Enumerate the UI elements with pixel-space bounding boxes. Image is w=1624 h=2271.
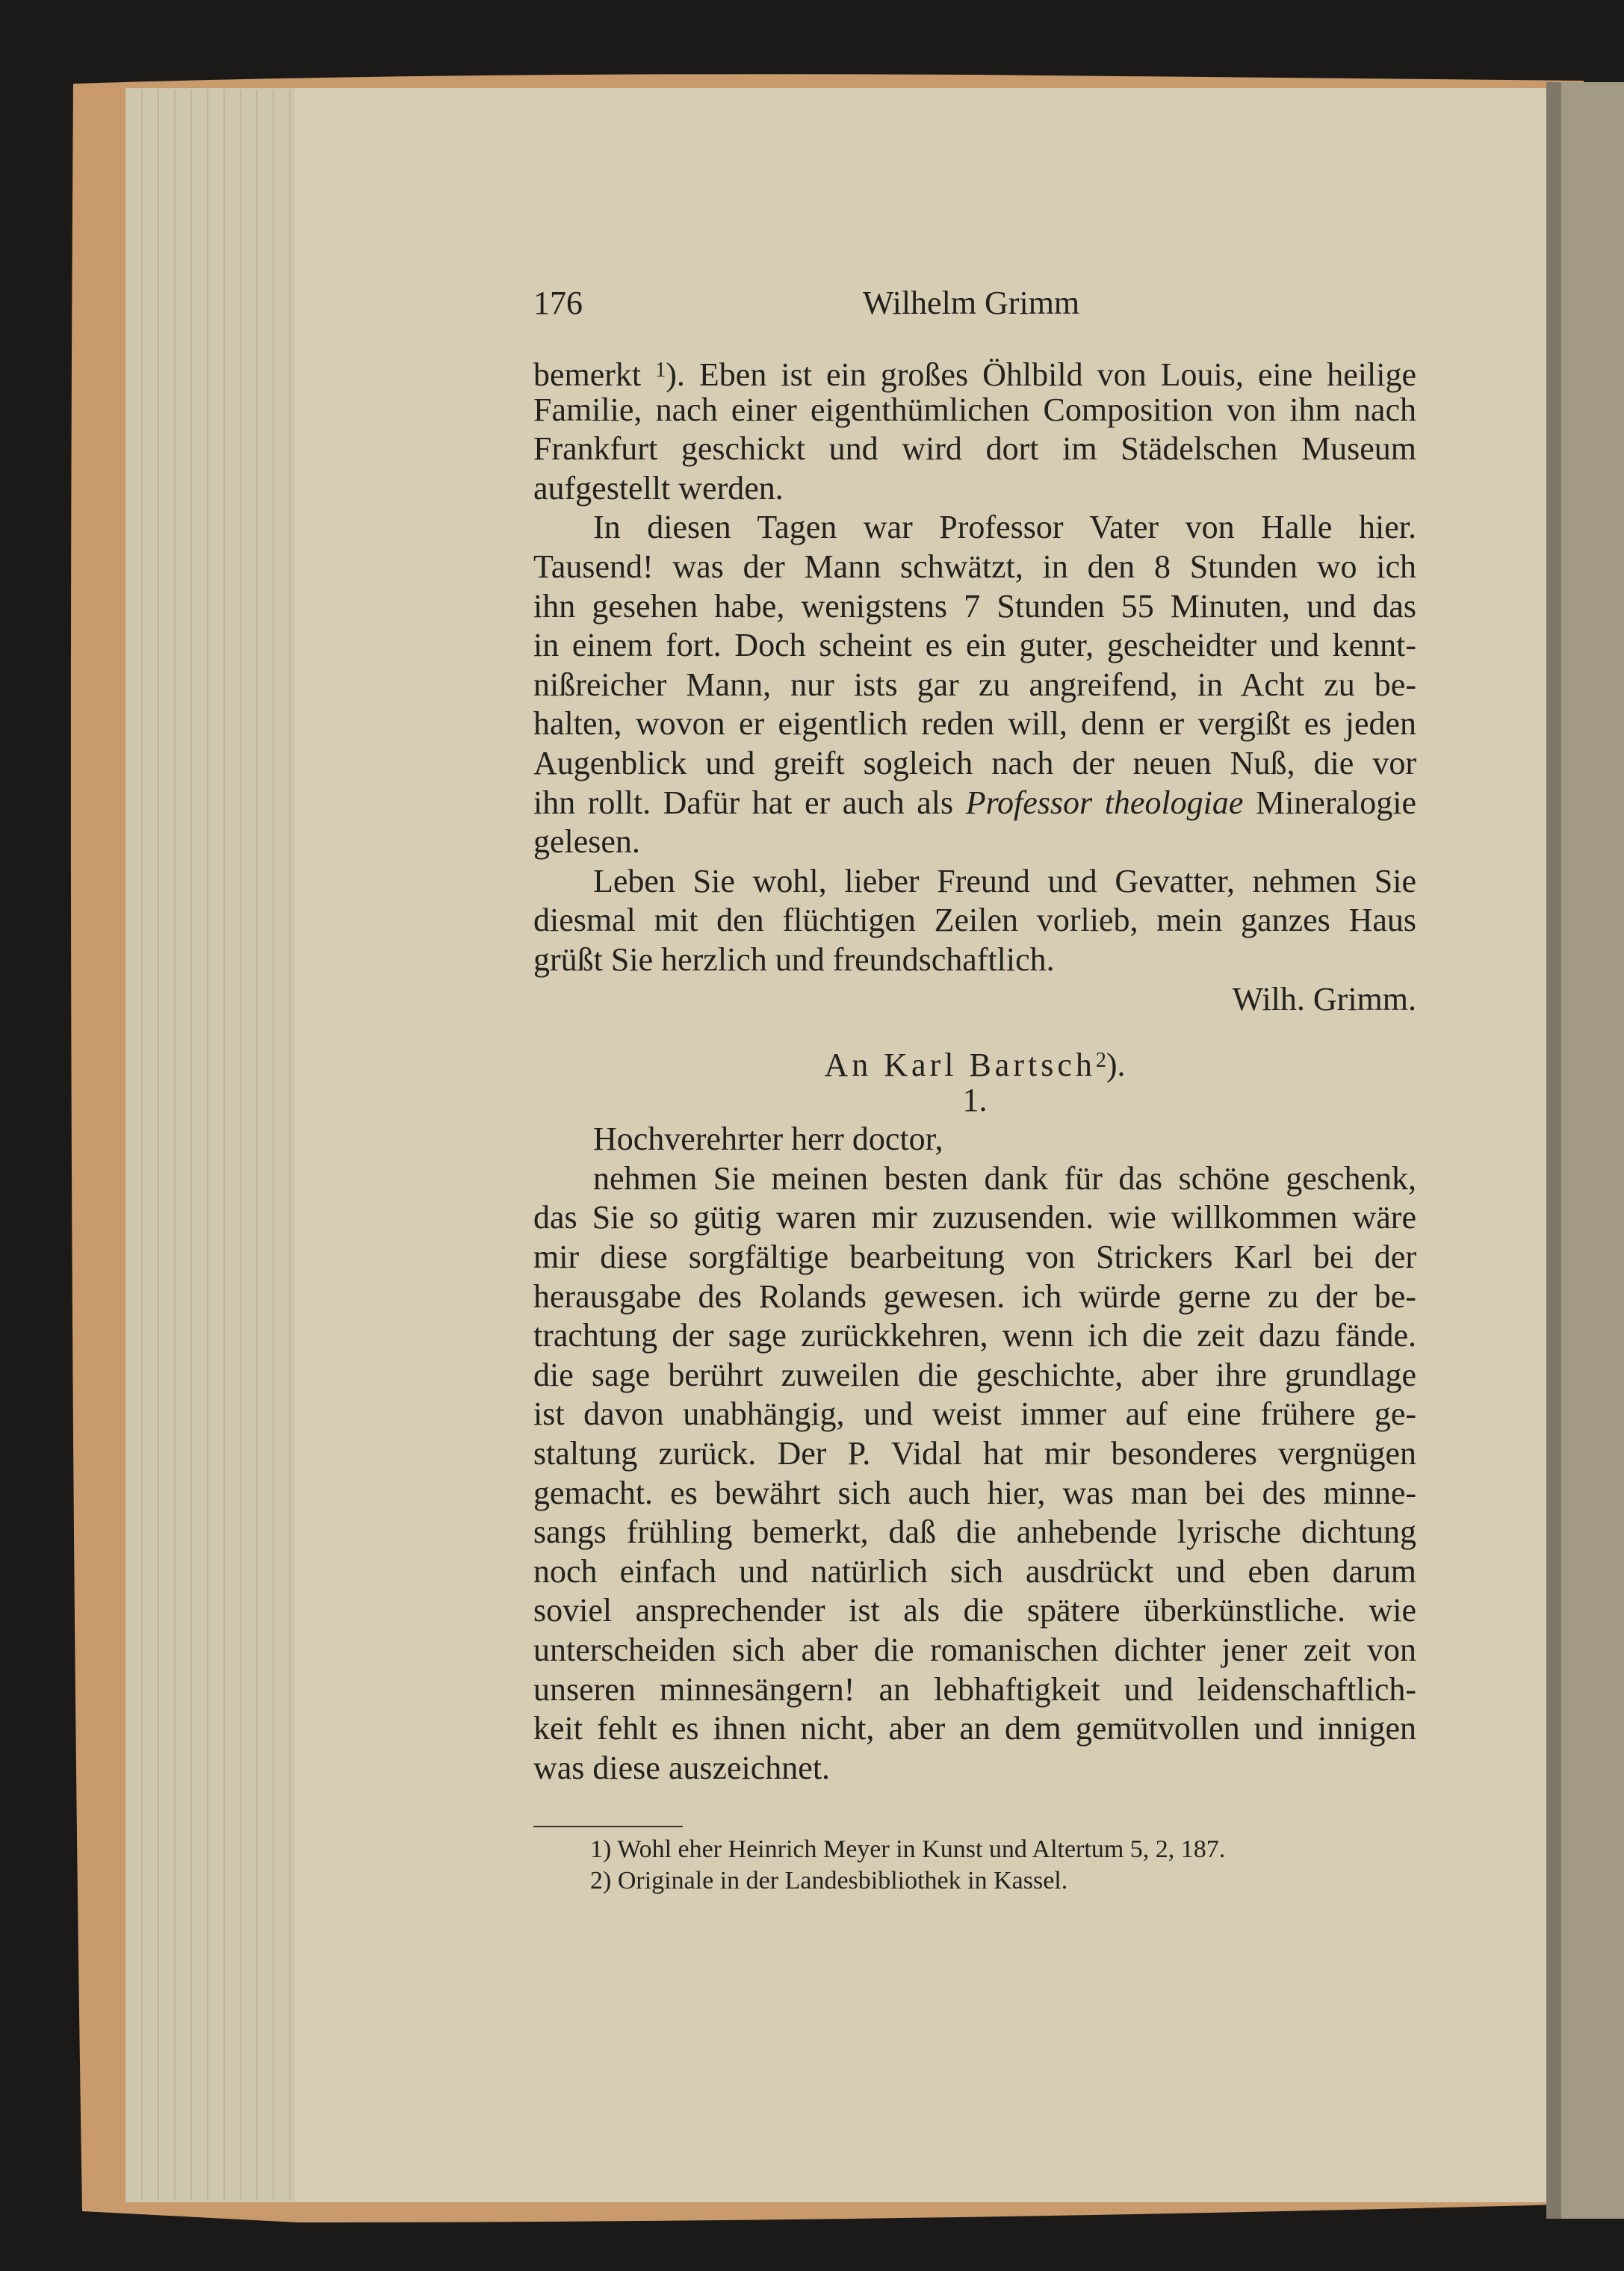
letter-number: 1. <box>962 1081 988 1118</box>
text-line: gelesen. <box>533 823 640 861</box>
text-line: grüßt Sie herzlich und freundschaftlich. <box>533 941 1055 978</box>
text-line: das Sie so gütig waren mir zuzusenden. wie willkommen wäre <box>533 1199 1416 1236</box>
footnote: 2) Originale in der Landesbibliothek in Kassel. <box>590 1867 1068 1894</box>
text-line: bemerkt $^1$). Eben ist ein großes Öhlbild von Louis, eine heilige <box>533 356 1416 393</box>
text-line: nißreicher Mann, nur ists gar zu angreifend, in Acht zu be- <box>533 666 1416 703</box>
text-line: halten, wovon er eigentlich reden will, denn er vergißt es jeden <box>533 705 1416 743</box>
text-line: soviel ansprechender ist als die spätere überkünstliche. wie <box>533 1592 1416 1629</box>
text-line: die sage berührt zuweilen die geschichte, aber ihre grundlage <box>533 1356 1416 1393</box>
text-line: mir diese sorgfältige bearbeitung von Strickers Karl bei der <box>533 1239 1416 1276</box>
italic-term: Professor theologiae <box>965 784 1244 821</box>
text-line: herausgabe des Rolands gewesen. ich würde gerne zu der be- <box>533 1277 1416 1315</box>
text-line: Augenblick und greift sogleich nach der neuen Nuß, die vor <box>533 744 1416 781</box>
text-line: nehmen Sie meinen besten dank für das schöne geschenk, <box>593 1159 1416 1197</box>
page-body <box>533 351 1416 1788</box>
text-line: Tausend! was der Mann schwätzt, in den 8 Stunden wo ich <box>533 548 1416 585</box>
text-line: was diese auszeichnet. <box>533 1749 831 1786</box>
footnote-ref: 1 <box>655 359 666 382</box>
text-line: diesmal mit den flüchtigen Zeilen vorlieb, mein ganzes Haus <box>533 902 1416 939</box>
text-line: noch einfach und natürlich sich ausdrückt und eben darum <box>533 1552 1416 1590</box>
signature: Wilh. Grimm. <box>1232 980 1416 1017</box>
text-line: aufgestellt werden. <box>533 469 784 506</box>
text-line: staltung zurück. Der P. Vidal hat mir besonderes vergnügen <box>533 1435 1416 1472</box>
text-line: unterscheiden sich aber die romanischen dichter jener zeit von <box>533 1632 1416 1668</box>
footnote-ref: 2 <box>1095 1049 1106 1073</box>
text-line: ihn rollt. Dafür hat er auch als Professor theologiae Mineralogie <box>533 784 1416 821</box>
text-line: gemacht. es bewährt sich auch hier, was man bei des minne- <box>533 1474 1416 1511</box>
text-line: Frankfurt geschickt und wird dort im Städelschen Museum <box>533 430 1416 468</box>
salutation: Hochverehrter herr doctor, <box>593 1121 943 1158</box>
text-line: Leben Sie wohl, lieber Freund und Gevatter, nehmen Sie <box>593 862 1416 899</box>
running-head: Wilhelm Grimm <box>862 285 1080 321</box>
text-line: In diesen Tagen war Professor Vater von Halle hier. <box>593 509 1416 546</box>
section-heading: An Karl Bartsch$^2$). <box>824 1047 1126 1084</box>
text-line: unseren minnesängern! an lebhaftigkeit und leidenschaftlich- <box>533 1670 1416 1708</box>
text-line: ihn gesehen habe, wenigstens 7 Stunden 55 Minuten, und das <box>533 587 1416 625</box>
text-line: trachtung der sage zurückkehren, wenn ich die zeit dazu fände. <box>533 1317 1416 1354</box>
footnote: 1) Wohl eher Heinrich Meyer in Kunst und Altertum 5, 2, 187. <box>590 1835 1226 1863</box>
text-line: Familie, nach einer eigenthümlichen Composition von ihm nach <box>533 391 1416 428</box>
text-line: in einem fort. Doch scheint es ein guter, gescheidter und kennt- <box>533 627 1416 664</box>
footnotes <box>590 1834 1225 1897</box>
page-number: 176 <box>533 285 583 321</box>
text-line: sangs frühling bemerkt, daß die anhebende lyrische dichtung <box>533 1514 1416 1551</box>
footnote-divider <box>533 1826 683 1827</box>
text-line: ist davon unabhängig, und weist immer auf eine frühere ge- <box>533 1395 1416 1433</box>
text-line: keit fehlt es ihnen nicht, aber an dem gemütvollen und innigen <box>533 1710 1416 1747</box>
